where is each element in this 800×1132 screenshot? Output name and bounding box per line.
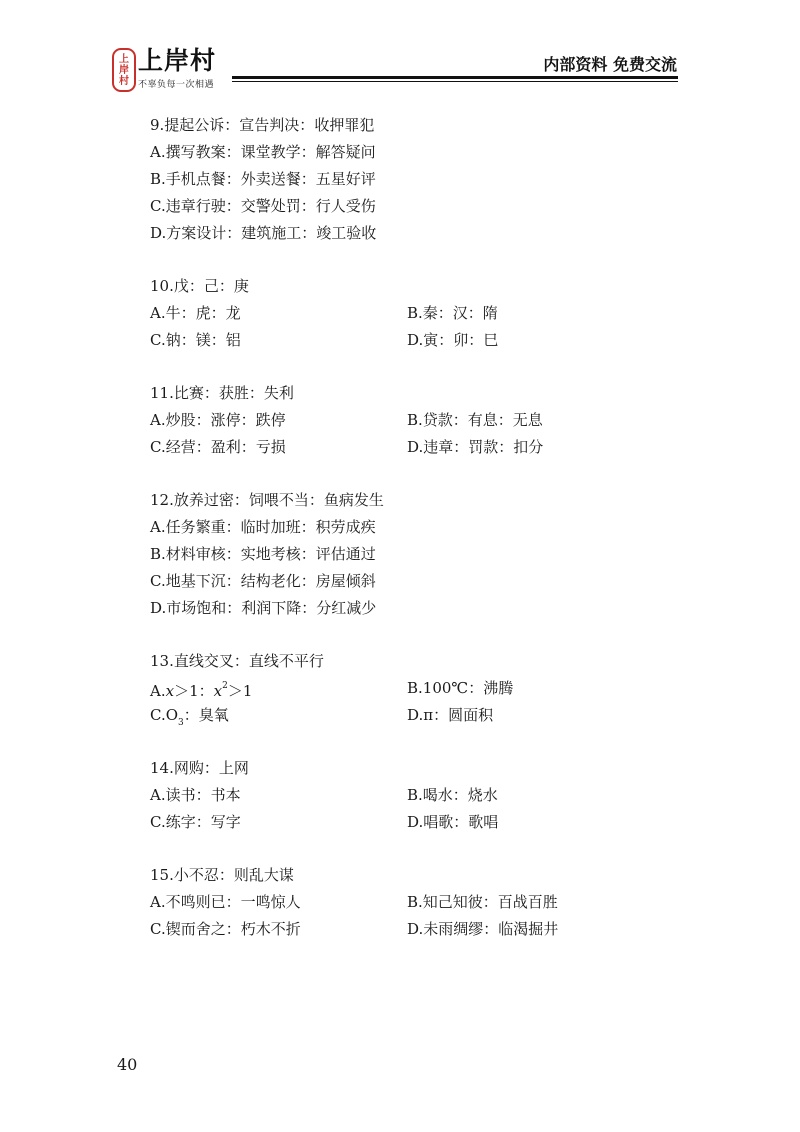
header-divider [232, 76, 678, 79]
header-divider-thin [232, 81, 678, 82]
seal-char: 村 [119, 75, 129, 87]
option-a: A.炒股：涨停：跌停 [150, 411, 286, 429]
question-13 [150, 648, 670, 729]
option-c: C.锲而舍之：朽木不折 [150, 920, 301, 938]
option-row [150, 327, 670, 354]
option-d: D.寅：卯：巳 [407, 331, 499, 349]
question-list [150, 112, 670, 969]
option-a: A.不鸣则已：一鸣惊人 [150, 893, 301, 911]
option-d: D.市场饱和：利润下降：分红减少 [150, 599, 377, 617]
option-a [150, 675, 407, 702]
superscript: 2 [222, 681, 228, 691]
subscript: 3 [178, 718, 184, 728]
question-11 [150, 380, 670, 461]
option-row [150, 434, 670, 461]
option-a: A.任务繁重：临时加班：积劳成疾 [150, 518, 376, 536]
seal-char: 岸 [119, 64, 129, 76]
option-c: C.地基下沉：结构老化：房屋倾斜 [150, 572, 376, 590]
page-number: 40 [117, 1055, 138, 1074]
option-text: ＞1 [227, 682, 253, 700]
option-d: D.未雨绸缪：临渴掘井 [407, 920, 559, 938]
option-d: D.π：圆面积 [407, 706, 494, 724]
question-stem: 15.小不忍：则乱大谋 [150, 866, 294, 884]
option-row [150, 889, 670, 916]
option-b: B.材料审核：实地考核：评估通过 [150, 545, 376, 563]
option-text: ＞1： [174, 682, 214, 700]
option-row [150, 407, 670, 434]
option-row [150, 916, 670, 943]
brand-name: 上岸村 [138, 46, 217, 75]
option-row [150, 782, 670, 809]
option-c: C.练字：写字 [150, 813, 241, 831]
option-b: B.知己知彼：百战百胜 [407, 893, 558, 911]
option-row [150, 809, 670, 836]
question-12 [150, 487, 670, 622]
question-15 [150, 862, 670, 943]
option-b: B.贷款：有息：无息 [407, 411, 543, 429]
question-stem: 9.提起公诉：宣告判决：收押罪犯 [150, 116, 375, 134]
option-b: B.喝水：烧水 [407, 786, 498, 804]
option-c: C.钠：镁：铝 [150, 331, 241, 349]
option-d: D.违章：罚款：扣分 [407, 438, 544, 456]
option-c [150, 702, 407, 729]
option-a: A.牛：虎：龙 [150, 304, 241, 322]
option-b: B.秦：汉：隋 [407, 304, 498, 322]
math-variable: x [165, 682, 175, 700]
option-row [150, 702, 670, 729]
question-stem: 12.放养过密：饲喂不当：鱼病发生 [150, 491, 384, 509]
question-9 [150, 112, 670, 247]
question-stem: 14.网购：上网 [150, 759, 249, 777]
math-variable: x [213, 682, 223, 700]
page-header [0, 0, 800, 100]
brand-slogan: 不辜负每一次相遇 [138, 80, 215, 90]
question-14 [150, 755, 670, 836]
question-stem: 13.直线交叉：直线不平行 [150, 652, 324, 670]
question-stem: 10.戊：己：庚 [150, 277, 249, 295]
option-a: A.读书：书本 [150, 786, 241, 804]
question-10 [150, 273, 670, 354]
option-b: B.100℃：沸腾 [407, 679, 514, 697]
option-c: C.经营：盈利：亏损 [150, 438, 286, 456]
seal-char: 上 [119, 53, 129, 65]
option-row [150, 675, 670, 702]
option-d: D.方案设计：建筑施工：竣工验收 [150, 224, 377, 242]
seal-logo [112, 48, 136, 92]
option-c: C.违章行驶：交警处罚：行人受伤 [150, 197, 376, 215]
option-text: ：臭氧 [183, 706, 229, 724]
option-d: D.唱歌：歌唱 [407, 813, 499, 831]
option-a: A.撰写教案：课堂教学：解答疑问 [150, 143, 376, 161]
header-note: 内部资料 免费交流 [543, 55, 677, 74]
option-prefix: A. [150, 682, 166, 700]
question-stem: 11.比赛：获胜：失利 [150, 384, 294, 402]
option-b: B.手机点餐：外卖送餐：五星好评 [150, 170, 376, 188]
option-row [150, 300, 670, 327]
option-prefix: C.O [150, 706, 179, 724]
